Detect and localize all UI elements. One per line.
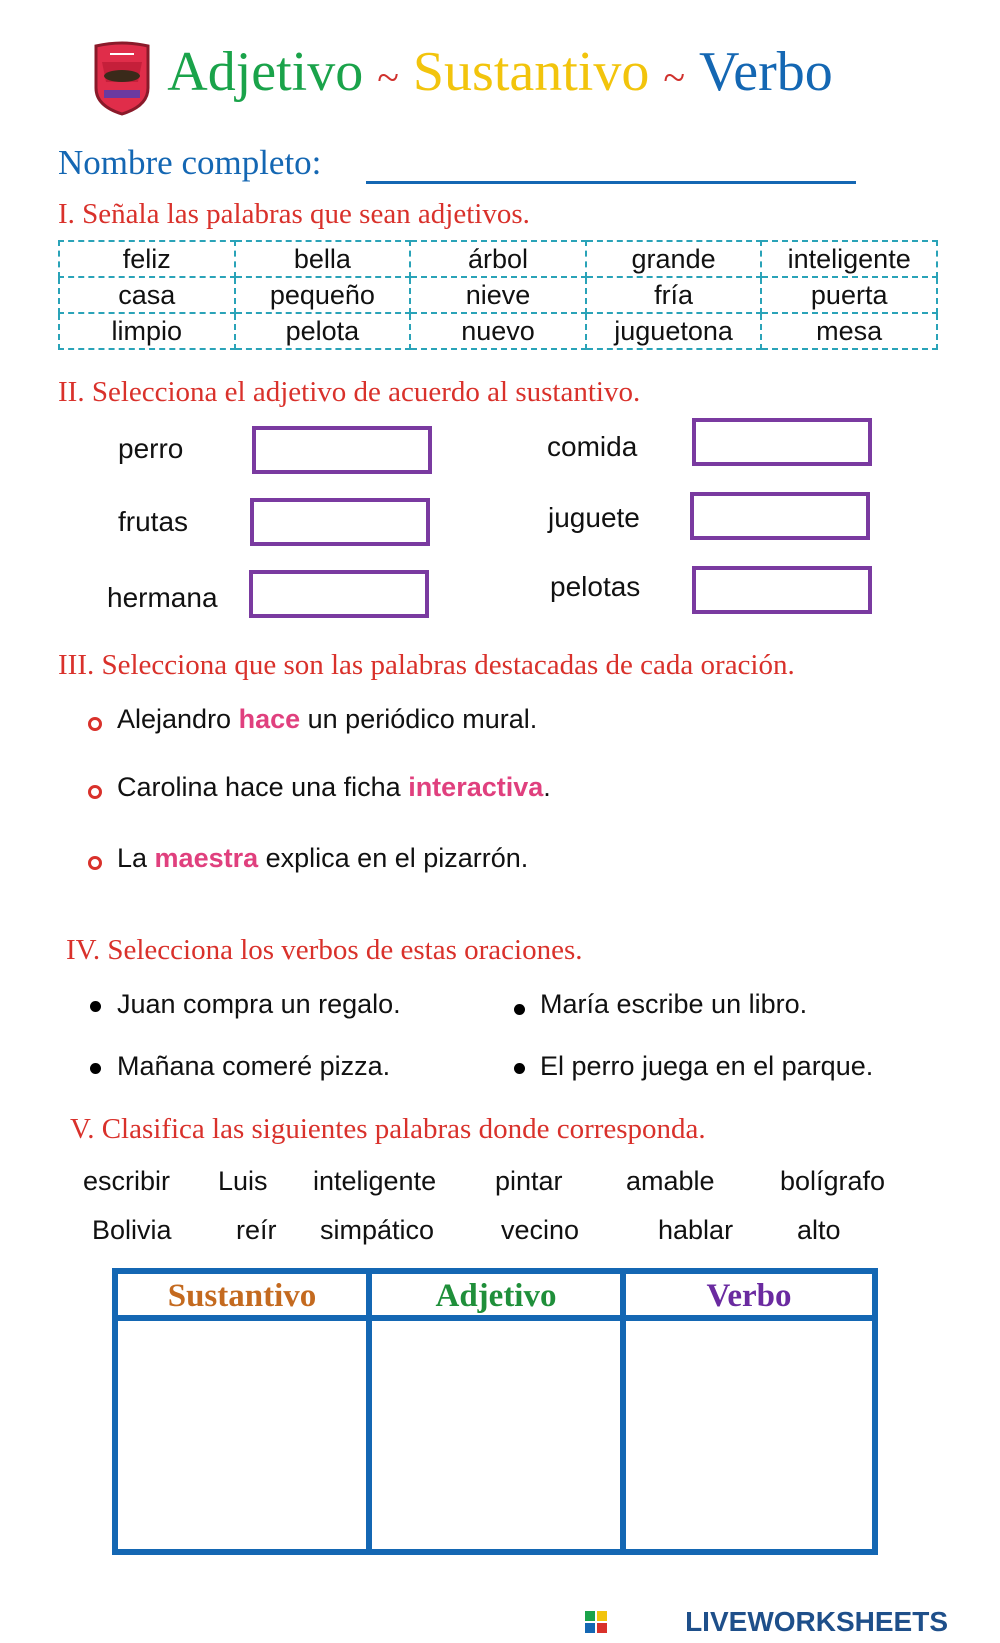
verb-sentence[interactable]: Juan compra un regalo. xyxy=(117,989,401,1019)
draggable-word[interactable]: alto xyxy=(797,1215,841,1245)
sentence-text: explica en el pizarrón. xyxy=(258,843,529,873)
sentence-text: Alejandro xyxy=(117,704,239,734)
answer-box-frutas[interactable] xyxy=(250,498,430,546)
title-separator: ~ xyxy=(377,54,399,100)
column-header-verbo: Verbo xyxy=(706,1278,792,1314)
word-cell[interactable]: fría xyxy=(586,277,762,313)
word-cell[interactable]: árbol xyxy=(410,241,586,277)
sentence-text: . xyxy=(543,772,551,802)
sentence-3 xyxy=(117,843,528,874)
word-cell[interactable]: mesa xyxy=(761,313,937,349)
noun-comida: comida xyxy=(547,431,638,462)
draggable-word[interactable]: pintar xyxy=(495,1166,563,1196)
classification-table xyxy=(112,1268,878,1555)
sentence-1 xyxy=(117,704,537,735)
noun-perro: perro xyxy=(118,433,184,464)
circle-bullet-icon xyxy=(88,785,102,799)
word-cell[interactable]: grande xyxy=(586,241,762,277)
draggable-word[interactable]: inteligente xyxy=(313,1166,437,1196)
sentence-text: Carolina hace una ficha xyxy=(117,772,409,802)
title-adjetivo: Adjetivo xyxy=(167,41,364,103)
section-2-title: II. Selecciona el adjetivo de acuerdo al sustantivo. xyxy=(58,376,641,408)
bullet-icon xyxy=(90,1063,101,1074)
circle-bullet-icon xyxy=(88,717,102,731)
word-cell[interactable]: bella xyxy=(235,241,411,277)
word-cell[interactable]: casa xyxy=(59,277,235,313)
draggable-word[interactable]: Bolivia xyxy=(92,1215,172,1245)
draggable-word[interactable]: Luis xyxy=(218,1166,268,1196)
sentence-text: La xyxy=(117,843,155,873)
draggable-word[interactable]: hablar xyxy=(658,1215,734,1245)
section-1-title: I. Señala las palabras que sean adjetivos. xyxy=(58,198,530,230)
classification-header xyxy=(118,1274,872,1321)
word-cell[interactable]: juguetona xyxy=(586,313,762,349)
title-sustantivo: Sustantivo xyxy=(412,41,650,103)
highlighted-word[interactable]: hace xyxy=(238,704,301,734)
verb-sentence[interactable]: Mañana comeré pizza. xyxy=(117,1051,391,1081)
section-4-title: IV. Selecciona los verbos de estas oraciones. xyxy=(66,934,583,966)
title-verbo: Verbo xyxy=(698,41,833,103)
liveworksheets-logo-icon xyxy=(584,1610,608,1634)
draggable-word[interactable]: simpático xyxy=(320,1215,435,1245)
answer-box-perro[interactable] xyxy=(252,426,432,474)
draggable-word[interactable]: escribir xyxy=(83,1166,171,1196)
liveworksheets-brand: LIVEWORKSHEETS xyxy=(685,1606,948,1637)
draggable-word[interactable]: bolígrafo xyxy=(780,1166,886,1196)
adjective-word-table xyxy=(58,240,938,350)
nombre-label: Nombre completo: xyxy=(58,143,322,182)
bullet-icon xyxy=(90,1001,101,1012)
word-cell[interactable]: pelota xyxy=(235,313,411,349)
worksheet-title xyxy=(0,40,1000,104)
word-cell[interactable]: limpio xyxy=(59,313,235,349)
noun-juguete: juguete xyxy=(548,502,640,533)
verb-sentence[interactable]: El perro juega en el parque. xyxy=(540,1051,874,1081)
drop-zone-sustantivo[interactable] xyxy=(118,1321,366,1549)
word-cell[interactable]: nieve xyxy=(410,277,586,313)
highlighted-word[interactable]: maestra xyxy=(154,843,259,873)
sentence-2 xyxy=(117,772,551,803)
column-header-adjetivo: Adjetivo xyxy=(435,1278,557,1314)
column-header-sustantivo: Sustantivo xyxy=(167,1278,317,1314)
draggable-word[interactable]: amable xyxy=(626,1166,715,1196)
circle-bullet-icon xyxy=(88,856,102,870)
noun-pelotas: pelotas xyxy=(550,571,641,602)
nombre-input-line[interactable] xyxy=(366,181,856,184)
word-cell[interactable]: puerta xyxy=(761,277,937,313)
title-separator: ~ xyxy=(663,54,685,100)
verb-sentence[interactable]: María escribe un libro. xyxy=(540,989,808,1019)
word-cell[interactable]: pequeño xyxy=(235,277,411,313)
bullet-icon xyxy=(514,1063,525,1074)
answer-box-juguete[interactable] xyxy=(690,492,870,540)
sentence-text: un periódico mural. xyxy=(300,704,538,734)
word-cell[interactable]: inteligente xyxy=(761,241,937,277)
noun-hermana: hermana xyxy=(107,582,218,613)
answer-box-hermana[interactable] xyxy=(249,570,429,618)
highlighted-word[interactable]: interactiva xyxy=(408,772,544,802)
answer-box-pelotas[interactable] xyxy=(692,566,872,614)
answer-box-comida[interactable] xyxy=(692,418,872,466)
drop-zone-adjetivo[interactable] xyxy=(372,1321,620,1549)
noun-frutas: frutas xyxy=(118,506,189,537)
section-3-title: III. Selecciona que son las palabras destacadas de cada oración. xyxy=(58,649,795,681)
draggable-word[interactable]: vecino xyxy=(501,1215,580,1245)
draggable-word[interactable]: reír xyxy=(236,1215,277,1245)
bullet-icon xyxy=(514,1004,525,1015)
word-cell[interactable]: feliz xyxy=(59,241,235,277)
word-cell[interactable]: nuevo xyxy=(410,313,586,349)
section-5-title: V. Clasifica las siguientes palabras donde corresponda. xyxy=(70,1113,706,1145)
drop-zone-verbo[interactable] xyxy=(626,1321,872,1549)
